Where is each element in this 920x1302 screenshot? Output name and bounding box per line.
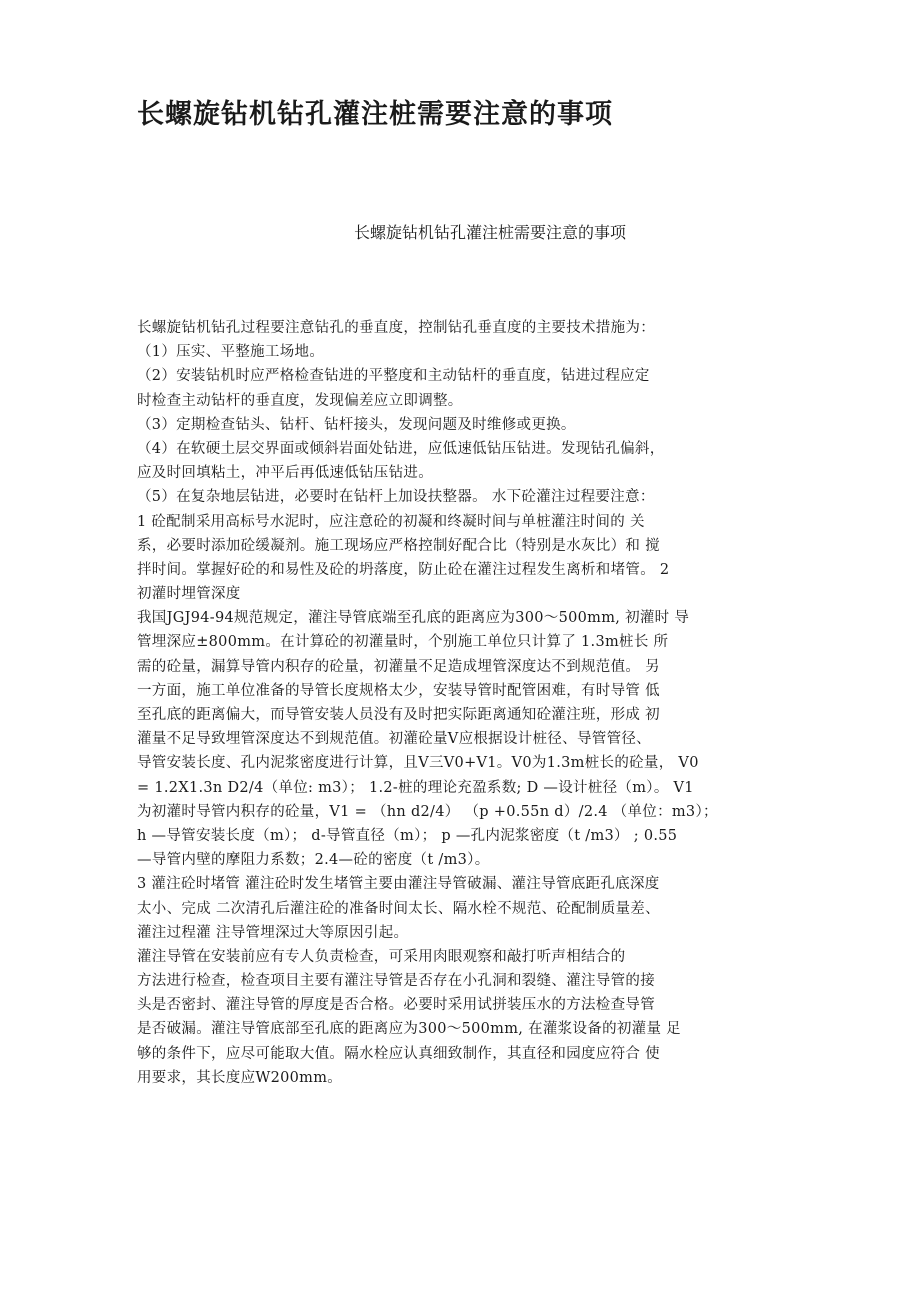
body-text-line: 为初灌时导管内积存的砼量，V1 = （hn d2/4） （p +0.55n d）/2.4 （单位：m3）； — [137, 803, 718, 820]
body-text-line: 应及时回填粘土，冲平后再低速低钻压钻进。 — [137, 465, 433, 482]
document-body — [137, 316, 797, 1090]
body-text-line: 太小、完成 二次清孔后灌注砼的准备时间太长、隔水栓不规范、砼配制质量差、 — [137, 900, 660, 917]
body-text-line: 1 砼配制采用高标号水泥时，应注意砼的初凝和终凝时间与单桩灌注时间的 关 — [137, 513, 645, 530]
body-text-line: 导管安装长度、孔内泥浆密度进行计算，且V三V0+V1。V0为1.3m桩长的砼量， V0 — [137, 755, 699, 772]
body-text-line: 用要求，其长度应W200mm。 — [137, 1069, 343, 1086]
body-text-line: 够的条件下，应尽可能取大值。隔水栓应认真细致制作，其直径和园度应符合 使 — [137, 1045, 660, 1062]
body-text-line: 3 灌注砼时堵管 灌注砼时发生堵管主要由灌注导管破漏、灌注导管底距孔底深度 — [137, 876, 660, 893]
body-text-line: 是否破漏。灌注导管底部至孔底的距离应为300〜500mm, 在灌浆设备的初灌量 足 — [137, 1021, 681, 1038]
body-text-line: 我国JGJ94-94规范规定，灌注导管底端至孔底的距离应为300〜500mm, 初灌时 导 — [137, 610, 690, 627]
body-text-line: 至孔底的距离偏大，而导管安装人员没有及时把实际距离通知砼灌注班，形成 初 — [137, 707, 660, 723]
body-text-line: （3）定期检查钻头、钻杆、钻杆接头，发现问题及时维修或更换。 — [137, 416, 576, 433]
body-text-line: 方法进行检查，检查项目主要有灌注导管是否存在小孔洞和裂缝、灌注导管的接 — [137, 973, 655, 990]
document-subtitle: 长螺旋钻机钻孔灌注桩需要注意的事项 — [353, 223, 626, 242]
body-text-line: 长螺旋钻机钻孔过程要注意钻孔的垂直度，控制钻孔垂直度的主要技术措施为： — [137, 320, 655, 336]
body-text-line: （5）在复杂地层钻进，必要时在钻杆上加设扶整器。 水下砼灌注过程要注意： — [137, 489, 655, 506]
body-text-line: h —导管安装长度（m）； d-导管直径（m）； p —孔内泥浆密度（t /m3） ; 0.55 — [137, 827, 678, 844]
body-text-line: 灌注过程灌 注导管埋深过大等原因引起。 — [137, 924, 409, 941]
body-text-line: 灌量不足导致埋管深度达不到规范值。初灌砼量V应根据设计桩径、导管管径、 — [137, 731, 651, 748]
body-text-line: 一方面，施工单位准备的导管长度规格太少，安装导管时配管困难，有时导管 低 — [137, 682, 660, 699]
body-text-line: 时检查主动钻杆的垂直度，发现偏差应立即调整。 — [137, 392, 463, 409]
body-text-line: （2）安装钻机时应严格检查钻进的平整度和主动钻杆的垂直度，钻进过程应定 — [137, 368, 650, 385]
body-text-line: —导管内壁的摩阻力系数；2.4—砼的密度（t /m3）。 — [137, 852, 490, 869]
body-text-line: = 1.2X1.3n D2/4（单位: m3）； 1.2-桩的理论充盈系数; D —设计桩径（m）。 V1 — [137, 779, 694, 796]
body-text-line: 需的砼量，漏算导管内积存的砼量，初灌量不足造成埋管深度达不到规范值。 另 — [137, 658, 660, 675]
body-text-line: 系，必要时添加砼缓凝剂。施工现场应严格控制好配合比（特别是水灰比）和 搅 — [137, 537, 660, 554]
body-text-line: 头是否密封、灌注导管的厚度是否合格。必要时采用试拼装压水的方法检查导管 — [137, 997, 655, 1014]
document-title: 长螺旋钻机钻孔灌注桩需要注意的事项 — [137, 99, 613, 130]
body-text-line: 管埋深应±800mm。在计算砼的初灌量时，个别施工单位只计算了 1.3m桩长 所 — [137, 634, 669, 651]
body-text-line: 拌时间。掌握好砼的和易性及砼的坍落度，防止砼在灌注过程发生离析和堵管。 2 — [137, 561, 670, 578]
body-text-line: （1）压实、平整施工场地。 — [137, 344, 325, 361]
body-text-line: （4）在软硬土层交界面或倾斜岩面处钻进，应低速低钻压钻进。发现钻孔偏斜， — [137, 440, 665, 457]
body-text-line: 初灌时埋管深度 — [137, 586, 241, 603]
body-text-line: 灌注导管在安装前应有专人负责检查，可采用肉眼观察和敲打听声相结合的 — [137, 948, 626, 965]
